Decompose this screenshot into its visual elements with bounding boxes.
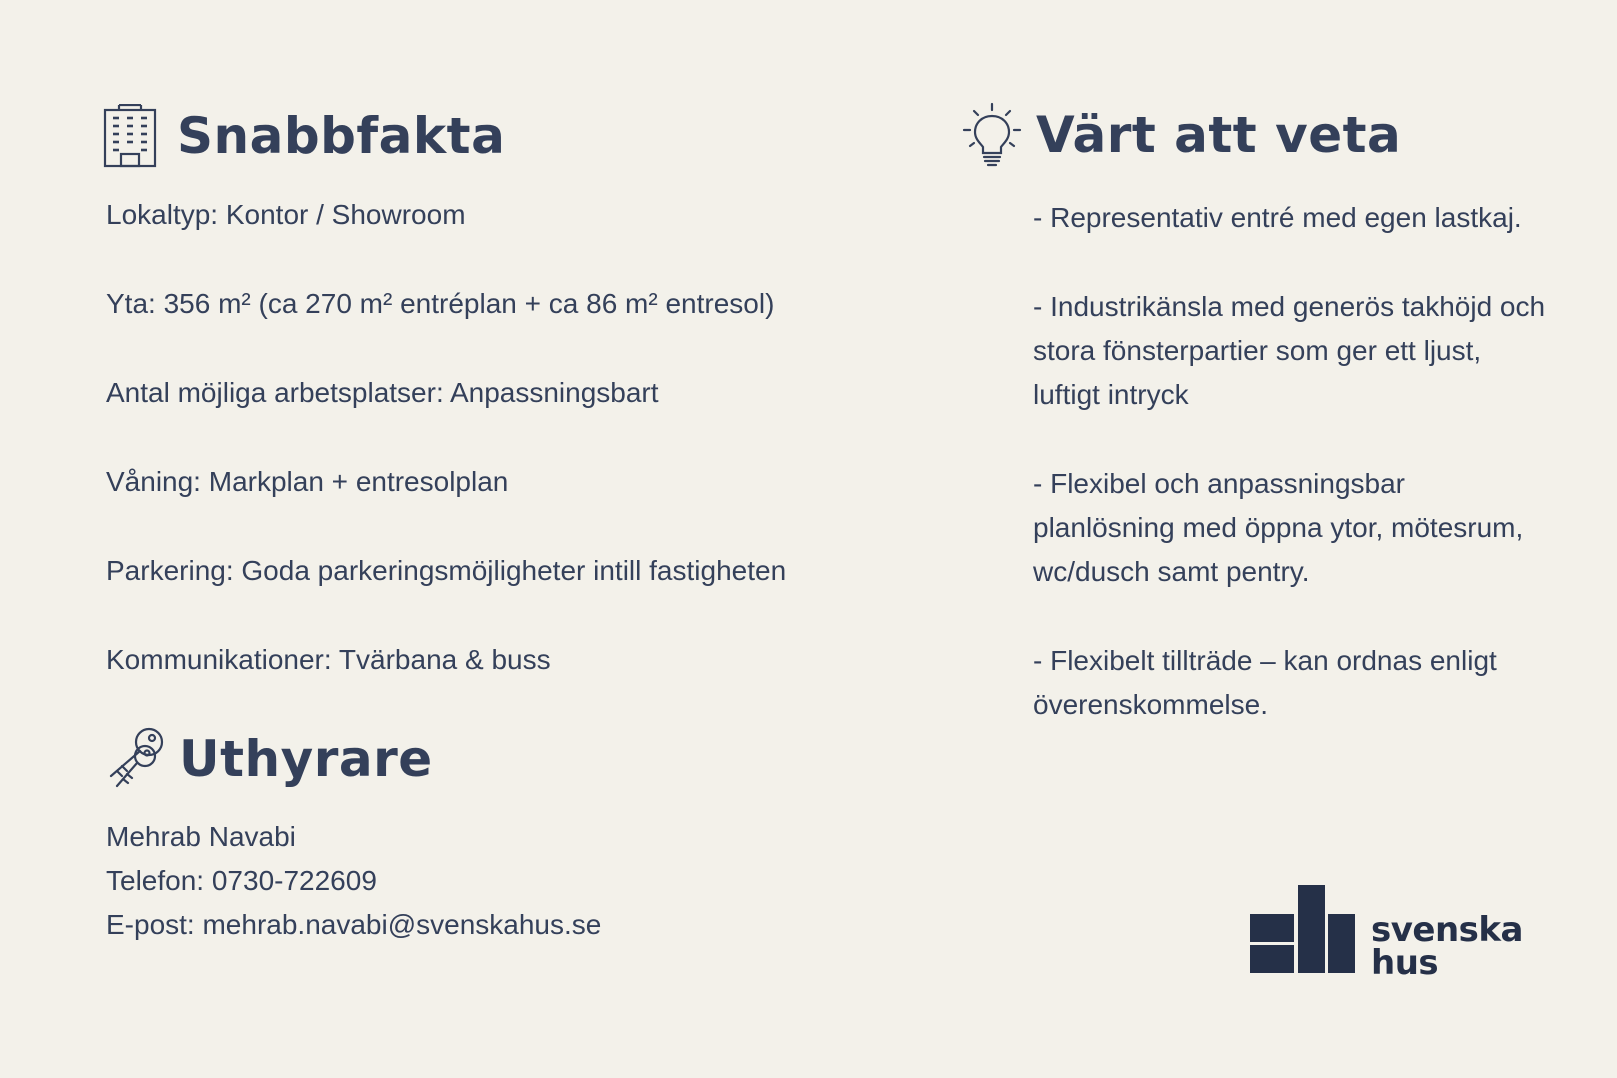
- note-access: - Flexibelt tillträde – kan ordnas enligt överenskommelse.: [1033, 645, 1497, 720]
- svenska-hus-logo: [1250, 885, 1523, 983]
- worth-knowing-header: [962, 102, 1401, 168]
- quickfacts-header: [103, 104, 505, 168]
- fact-parking: Parkering: Goda parkeringsmöjligheter intill fastigheten: [106, 555, 787, 586]
- svenska-hus-logo-icon: [1250, 885, 1355, 978]
- quickfacts-list: [106, 196, 786, 730]
- fact-area: Yta: 356 m² (ca 270 m² entréplan + ca 86 m² entresol): [106, 288, 775, 319]
- note-entrance: - Representativ entré med egen lastkaj.: [1033, 202, 1522, 233]
- fact-transport: Kommunikationer: Tvärbana & buss: [106, 644, 551, 675]
- landlord-title: Uthyrare: [179, 730, 433, 788]
- keys-icon: [103, 726, 167, 792]
- logo-text-line1: svenska: [1371, 910, 1523, 950]
- landlord-name: Mehrab Navabi: [106, 821, 296, 852]
- logo-text-line2: hus: [1371, 943, 1439, 983]
- fact-floor: Våning: Markplan + entresolplan: [106, 466, 509, 497]
- lightbulb-icon: [962, 102, 1022, 168]
- landlord-header: [103, 726, 433, 792]
- landlord-contact: [106, 815, 601, 947]
- worth-knowing-list: [1033, 196, 1553, 772]
- note-industrial: - Industrikänsla med generös takhöjd och stora fönsterpartier som ger ett ljust, luftigt intryck: [1033, 291, 1546, 410]
- note-floorplan: - Flexibel och anpassningsbar planlösning med öppna ytor, mötesrum, wc/dusch samt pentry.: [1033, 468, 1524, 587]
- landlord-phone: Telefon: 0730-722609: [106, 865, 377, 896]
- worth-knowing-title: Värt att veta: [1036, 106, 1402, 164]
- logo-wordmark: [1371, 910, 1523, 983]
- landlord-email: E-post: mehrab.navabi@svenskahus.se: [106, 909, 602, 940]
- building-icon: [103, 104, 157, 168]
- fact-workplaces: Antal möjliga arbetsplatser: Anpassningsbart: [106, 377, 659, 408]
- fact-premises-type: Lokaltyp: Kontor / Showroom: [106, 199, 466, 230]
- quickfacts-title: Snabbfakta: [177, 107, 506, 165]
